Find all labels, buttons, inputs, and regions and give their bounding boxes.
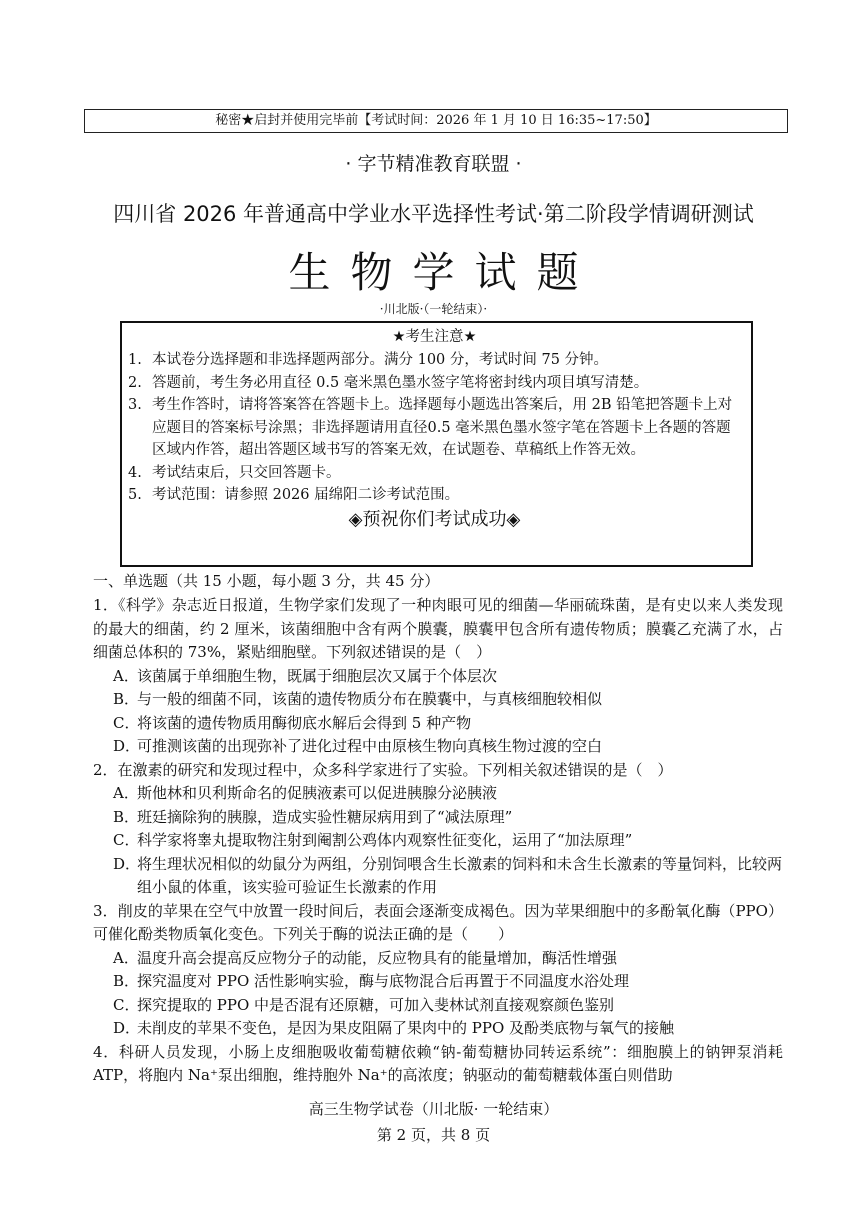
option-text: 将该菌的遗传物质用酶彻底水解后会得到 5 种产物 — [137, 713, 472, 732]
notice-item — [128, 349, 741, 372]
option-text: 班廷摘除狗的胰腺，造成实验性糖尿病用到了“减法原理” — [137, 807, 513, 826]
notice-item-number: 1. — [128, 352, 142, 368]
option-label: A． — [113, 784, 139, 802]
answer-option — [93, 735, 783, 759]
option-label: C． — [113, 995, 140, 1014]
good-luck-banner: ◈预祝你们考试成功◈ — [348, 508, 521, 530]
notice-item-text: 考试范围：请参照 2026 届绵阳二诊考试范围。 — [152, 487, 460, 503]
exam-title: 四川省 2026 年普通高中学业水平选择性考试·第二阶段学情调研测试 — [113, 202, 754, 226]
question-stem: 4．科研人员发现，小肠上皮细胞吸收葡萄糖依赖“钠-葡萄糖协同转运系统”：细胞膜上的钠钾泵消耗 ATP，将胞内 Na⁺泵出细胞，维持胞外 Na⁺的高浓度；钠驱动的葡萄糖载体蛋白则借助 — [93, 1042, 783, 1084]
answer-option — [93, 829, 783, 853]
question-stem: 2．在激素的研究和发现过程中，众多科学家进行了实验。下列相关叙述错误的是（ ） — [93, 760, 673, 779]
page-number: 第 2 页，共 8 页 — [376, 1126, 491, 1144]
option-text: 科学家将睾丸提取物注射到阉割公鸡体内观察性征变化，运用了“加法原理” — [137, 831, 633, 849]
option-label: A． — [113, 666, 139, 685]
option-label: B． — [113, 972, 140, 990]
answer-option — [93, 782, 783, 806]
notice-item-text: 本试卷分选择题和非选择题两部分。满分 100 分，考试时间 75 分钟。 — [152, 352, 609, 368]
answer-option — [93, 994, 783, 1018]
answer-option — [93, 1017, 783, 1041]
secret-notice-text: 秘密★启封并使用完毕前【考试时间：2026 年 1 月 10 日 16:35~17:50】 — [215, 113, 657, 128]
option-text: 探究温度对 PPO 活性影响实验，酶与底物混合后再置于不同温度水浴处理 — [137, 972, 630, 990]
answer-option — [93, 853, 783, 900]
notice-item — [128, 394, 741, 462]
option-text: 温度升高会提高反应物分子的动能，反应物具有的能量增加，酶活性增强 — [137, 948, 618, 967]
option-text: 该菌属于单细胞生物，既属于细胞层次又属于个体层次 — [137, 666, 498, 685]
answer-option — [93, 688, 783, 712]
answer-option — [93, 970, 783, 994]
notice-item-text: 答题前，考生务必用直径 0.5 毫米黑色墨水签字笔将密封线内项目填写清楚。 — [152, 374, 649, 391]
option-label: B． — [113, 690, 140, 708]
answer-option — [93, 665, 783, 689]
notice-item-number: 3. — [128, 397, 142, 413]
option-label: D． — [113, 737, 141, 755]
option-label: C． — [113, 831, 140, 849]
notice-item — [128, 484, 741, 507]
question-section — [93, 570, 783, 1088]
notice-item-number: 5. — [128, 487, 142, 503]
notice-item — [128, 462, 741, 485]
option-text: 斯他林和贝利斯命名的促胰液素可以促进胰腺分泌胰液 — [137, 784, 498, 802]
option-label: D． — [113, 854, 141, 873]
option-text: 将生理状况相似的幼鼠分为两组，分别饲喂含生长激素的饲料和未含生长激素的等量饲料，比较两组小鼠的体重，该实验可验证生长激素的作用 — [137, 854, 783, 896]
answer-option — [93, 947, 783, 971]
answer-option — [93, 806, 783, 830]
edition-label: ·川北版·（一轮结束）· — [379, 302, 488, 316]
notice-item — [128, 372, 741, 395]
question-4 — [93, 1041, 783, 1088]
option-label: A． — [113, 948, 139, 967]
answer-option — [93, 712, 783, 736]
subject-title: 生物学试题 — [288, 248, 599, 297]
notice-title: ★考生注意★ — [392, 329, 477, 345]
question-2 — [93, 759, 783, 900]
candidate-notice-box — [120, 321, 753, 567]
option-text: 探究提取的 PPO 中是否混有还原糖，可加入斐林试剂直接观察颜色鉴别 — [137, 995, 615, 1014]
option-text: 未削皮的苹果不变色，是因为果皮阻隔了果肉中的 PPO 及酚类底物与氧气的接触 — [137, 1019, 675, 1037]
question-stem: 1．《科学》杂志近日报道，生物学家们发现了一种肉眼可见的细菌—华丽硫珠菌，是有史以来人类发现的最大的细菌，约 2 厘米，该菌细胞中含有两个膜囊，膜囊甲包含所有遗传物质；膜囊乙充满了水，占细菌总体积的 73%，紧贴细胞壁。下列叙述错误的是（ ） — [93, 596, 783, 661]
option-label: B． — [113, 807, 140, 826]
notice-item-number: 4. — [128, 464, 142, 481]
question-1 — [93, 594, 783, 759]
organization-name: · 字节精准教育联盟 · — [345, 153, 522, 175]
notice-item-text: 考生作答时，请将答案答在答题卡上。选择题每小题选出答案后，用 2B 铅笔把答题卡上对应题目的答案标号涂黑；非选择题请用直径0.5 毫米黑色墨水签字笔在答题卡上各题的答题区域内作答，超出答题区域书写的答案无效，在试题卷、草稿纸上作答无效。 — [152, 397, 733, 458]
secret-notice-box — [84, 109, 788, 133]
question-3 — [93, 900, 783, 1041]
question-stem: 3．削皮的苹果在空气中放置一段时间后，表面会逐渐变成褐色。因为苹果细胞中的多酚氧化酶（PPO）可催化酚类物质氧化变色。下列关于酶的说法正确的是（ ） — [93, 901, 783, 943]
footer-title: 高三生物学试卷（川北版· 一轮结束） — [308, 1100, 559, 1118]
option-text: 可推测该菌的出现弥补了进化过程中由原核生物向真核生物过渡的空白 — [137, 737, 603, 755]
option-text: 与一般的细菌不同，该菌的遗传物质分布在膜囊中，与真核细胞较相似 — [137, 690, 603, 708]
option-label: D． — [113, 1019, 141, 1037]
notice-item-number: 2. — [128, 374, 142, 391]
notice-item-text: 考试结束后，只交回答题卡。 — [152, 464, 341, 481]
option-label: C． — [113, 713, 140, 732]
section-heading: 一、单选题（共 15 小题，每小题 3 分，共 45 分） — [93, 572, 440, 590]
